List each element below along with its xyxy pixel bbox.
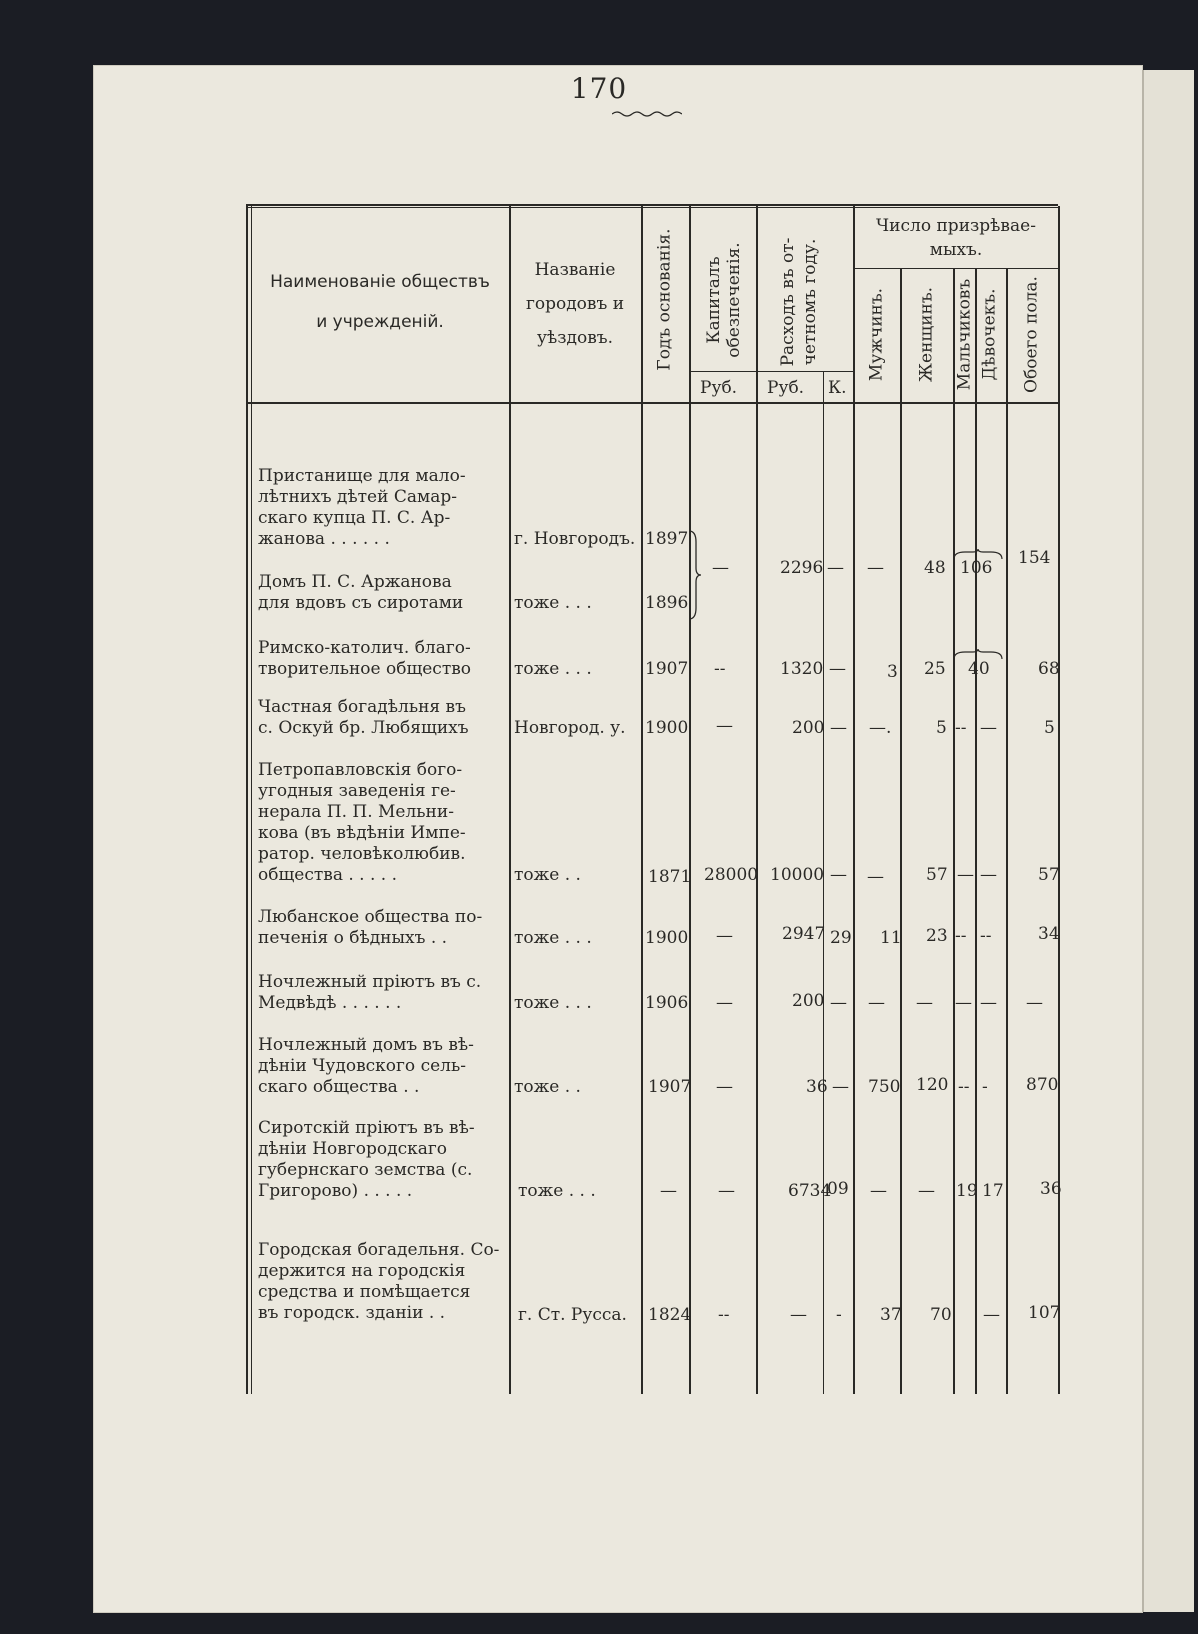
- row-5-boys: —: [957, 865, 974, 885]
- row-10-city: г. Ст. Русса.: [518, 1305, 627, 1325]
- row-10-rub: —: [790, 1305, 807, 1325]
- header-city: Названіе городовъ и уѣздовъ.: [525, 260, 625, 348]
- row-9-rub: 6734: [788, 1181, 832, 1201]
- row-1-city: г. Новгородъ.: [514, 529, 636, 549]
- row-5-name: Петропавловскія бого- угодныя заведенія ге- нерала П. П. Мельни- кова (въ вѣдѣніи Импе- ратор. человѣколюбив. общества . . . . .: [258, 760, 466, 885]
- row-9-capital: —: [718, 1181, 735, 1201]
- row-7-girls: —: [980, 993, 997, 1013]
- row-3-capital: --: [714, 659, 726, 679]
- header-name: Наименованіе обществъ и учрежденій.: [270, 272, 490, 332]
- row-3-women: 25: [924, 659, 946, 679]
- header-count-group: Число призрѣвае- мыхъ.: [876, 216, 1036, 260]
- row-3-rub: 1320: [780, 659, 824, 679]
- row-9-kop: 09: [827, 1179, 849, 1199]
- row-7-women: —: [916, 993, 933, 1013]
- row-7-city: тоже . . .: [514, 993, 592, 1013]
- row-5-both: 57: [1038, 865, 1060, 885]
- next-page-edge: [1142, 70, 1194, 1612]
- merged-rub: 2296: [780, 558, 824, 578]
- row-9-girls: 17: [982, 1181, 1004, 1201]
- row-8-men: 750: [868, 1077, 901, 1097]
- row-4-boys: --: [955, 718, 967, 738]
- row-7-name: Ночлежный пріютъ въ с. Медвѣдѣ . . . . . .: [258, 972, 482, 1013]
- merged-both: 154: [1018, 548, 1051, 568]
- row-7-kop: —: [830, 993, 847, 1013]
- row-6-kop: 29: [830, 928, 852, 948]
- row-2-city: тоже . . .: [514, 593, 592, 613]
- merged-women: 48: [924, 558, 946, 578]
- header-capital-unit: Руб.: [700, 378, 738, 398]
- row-6-city: тоже . . .: [514, 928, 592, 948]
- row-9-year: —: [660, 1181, 677, 1201]
- row-3-men: 3: [887, 662, 898, 682]
- header-boys: Мальчиковъ: [954, 278, 975, 391]
- row-6-rub: 2947: [782, 924, 826, 944]
- ornament-squiggle: [612, 110, 682, 118]
- row-10-both: 107: [1028, 1303, 1061, 1323]
- row-8-both: 870: [1026, 1075, 1059, 1095]
- row-8-capital: —: [716, 1077, 733, 1097]
- row-7-capital: —: [716, 993, 733, 1013]
- page-number: 170: [570, 72, 628, 105]
- row-8-girls: -: [982, 1077, 988, 1097]
- row-10-capital: --: [718, 1305, 730, 1325]
- header-capital: Капиталъ обезпеченія.: [704, 242, 744, 358]
- row-5-year: 1871: [648, 867, 692, 887]
- row-6-year: 1900: [645, 928, 689, 948]
- row-8-kop: —: [832, 1077, 849, 1097]
- row-4-city: Новгород. у.: [514, 718, 626, 738]
- header-expense: Расходъ въ от- четномъ году.: [778, 237, 820, 367]
- row-9-boys: 19: [956, 1181, 978, 1201]
- row-7-men: —: [868, 993, 885, 1013]
- row-10-name: Городская богадельня. Со- держится на городскія средства и помѣщается въ городск. зданіи . .: [258, 1240, 500, 1323]
- row-5-men: —: [867, 867, 884, 887]
- header-expense-kop: К.: [828, 378, 847, 398]
- row-8-rub: 36: [806, 1077, 828, 1097]
- row-10-girls: —: [983, 1305, 1000, 1325]
- header-women: Женщинъ.: [916, 286, 937, 383]
- merged-kop: —: [827, 558, 844, 578]
- row-6-both: 34: [1038, 924, 1060, 944]
- row-9-city: тоже . . .: [518, 1181, 596, 1201]
- row-6-capital: —: [716, 926, 733, 946]
- header-both: Обоего пола.: [1021, 276, 1042, 393]
- row-4-men: —.: [869, 718, 892, 738]
- row-4-rub: 200: [792, 718, 825, 738]
- row-7-both: —: [1026, 993, 1043, 1013]
- row-8-city: тоже . .: [514, 1077, 581, 1097]
- row-4-both: 5: [1044, 718, 1055, 738]
- row-8-women: 120: [916, 1075, 949, 1095]
- merged-kids: 106: [960, 558, 993, 578]
- row-5-kop: —: [830, 865, 847, 885]
- row-5-rub: 10000: [770, 865, 825, 885]
- row-3-kop: —: [829, 659, 846, 679]
- row-10-women: 70: [930, 1305, 952, 1325]
- row-4-women: 5: [936, 718, 947, 738]
- row-8-name: Ночлежный домъ въ вѣ- дѣніи Чудовского сель- скаго общества . .: [258, 1035, 474, 1097]
- row-4-year: 1900: [645, 718, 689, 738]
- row-5-women: 57: [926, 865, 948, 885]
- row-4-name: Частная богадѣльня въ с. Оскуй бр. Любящихъ: [258, 697, 469, 738]
- row-7-year: 1906: [645, 993, 689, 1013]
- header-girls: Дѣвочекъ.: [979, 288, 1000, 381]
- row-9-name: Сиротскій пріютъ въ вѣ- дѣніи Новгородскаго губернскаго земства (с. Григорово) . . . . .: [258, 1118, 475, 1201]
- row-3-both: 68: [1038, 659, 1060, 679]
- row-2-year: 1896: [645, 593, 689, 613]
- row-1-name: Пристанище для мало- лѣтнихъ дѣтей Самар- скаго купца П. С. Ар- жанова . . . . . .: [258, 466, 466, 549]
- merged-men: —: [867, 558, 884, 578]
- header-men: Мужчинъ.: [866, 287, 887, 382]
- row-3-year: 1907: [645, 659, 689, 679]
- header-year: Годъ основанія.: [654, 228, 675, 371]
- row-4-girls: —: [980, 718, 997, 738]
- row-3-kids: 40: [968, 659, 990, 679]
- brace-merge-rows: [688, 530, 702, 620]
- row-8-year: 1907: [648, 1077, 692, 1097]
- row-5-capital: 28000: [704, 865, 759, 885]
- row-5-girls: —: [980, 865, 997, 885]
- row-1-year: 1897: [645, 529, 689, 549]
- row-3-name: Римско-католич. благо- творительное общество: [258, 638, 472, 679]
- row-4-kop: —: [830, 718, 847, 738]
- row-2-name: Домъ П. С. Аржанова для вдовъ съ сиротами: [258, 572, 464, 613]
- row-6-boys: --: [955, 926, 967, 946]
- row-6-girls: --: [980, 926, 992, 946]
- row-6-name: Любанское общества по- печенія о бѣдныхъ . .: [258, 907, 483, 948]
- row-8-boys: --: [958, 1077, 970, 1097]
- row-6-men: 11: [880, 928, 902, 948]
- row-9-women: —: [918, 1181, 935, 1201]
- row-7-boys: —: [955, 993, 972, 1013]
- row-4-capital: —: [716, 716, 733, 736]
- row-3-city: тоже . . .: [514, 659, 592, 679]
- row-6-women: 23: [926, 926, 948, 946]
- row-10-kop: -: [836, 1305, 842, 1325]
- row-10-men: 37: [880, 1305, 902, 1325]
- merged-capital: —: [712, 558, 729, 578]
- row-5-city: тоже . .: [514, 865, 581, 885]
- row-9-both: 36: [1040, 1179, 1062, 1199]
- header-expense-rub: Руб.: [767, 378, 805, 398]
- row-7-rub: 200: [792, 991, 825, 1011]
- row-10-year: 1824: [648, 1305, 692, 1325]
- row-9-men: —: [870, 1181, 887, 1201]
